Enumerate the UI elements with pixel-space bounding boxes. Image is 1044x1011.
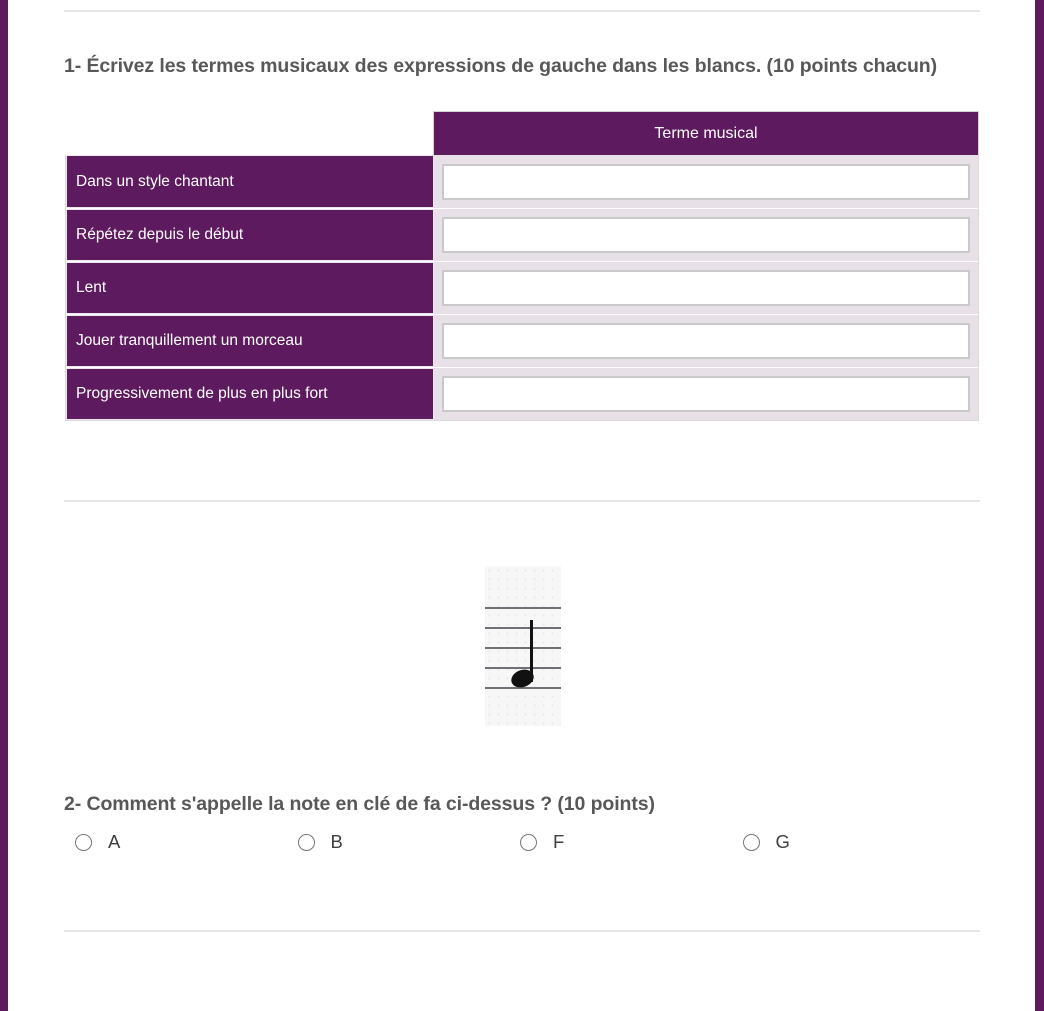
answer-input-5[interactable] xyxy=(442,376,970,412)
section-divider-middle xyxy=(64,500,980,502)
option-a[interactable] xyxy=(75,831,298,853)
answer-input-2[interactable] xyxy=(442,217,970,253)
matching-table-column-header: Terme musical xyxy=(433,111,979,155)
quiz-page xyxy=(9,0,1035,1011)
table-row xyxy=(66,314,978,367)
matching-answer-cell xyxy=(434,155,978,208)
radio-button-icon[interactable] xyxy=(298,834,315,851)
staff-line-5 xyxy=(485,687,561,689)
staff-line-2 xyxy=(485,627,561,629)
option-label: A xyxy=(108,831,121,852)
matching-answer-cell xyxy=(434,368,978,420)
matching-prompt-label: Lent xyxy=(66,262,434,314)
staff-background-texture xyxy=(485,566,561,726)
option-label: F xyxy=(553,831,565,852)
matching-table-header-row xyxy=(65,111,979,155)
option-g[interactable] xyxy=(743,831,966,853)
question-1-heading: 1- Écrivez les termes musicaux des expressions de gauche dans les blancs. (10 points chacun) xyxy=(64,55,937,77)
answer-input-4[interactable] xyxy=(442,323,970,359)
option-b[interactable] xyxy=(298,831,521,853)
radio-button-icon[interactable] xyxy=(75,834,92,851)
page-border-right xyxy=(1035,0,1044,1011)
question-2-options xyxy=(75,831,965,853)
answer-input-3[interactable] xyxy=(442,270,970,306)
matching-prompt-label: Répétez depuis le début xyxy=(66,209,434,261)
answer-input-1[interactable] xyxy=(442,164,970,200)
matching-table-body xyxy=(65,155,979,421)
table-row xyxy=(66,367,978,420)
matching-answer-cell xyxy=(434,262,978,314)
radio-button-icon[interactable] xyxy=(743,834,760,851)
matching-answer-cell xyxy=(434,315,978,367)
matching-table-header-spacer xyxy=(65,111,433,155)
section-divider-bottom xyxy=(64,930,980,932)
option-f[interactable] xyxy=(520,831,743,853)
matching-prompt-label: Progressivement de plus en plus fort xyxy=(66,368,434,420)
music-staff-image xyxy=(485,566,561,726)
staff-line-1 xyxy=(485,607,561,609)
question-2-heading: 2- Comment s'appelle la note en clé de fa ci-dessus ? (10 points) xyxy=(64,793,655,815)
section-divider-top xyxy=(64,10,980,12)
matching-table xyxy=(65,111,979,421)
option-label: B xyxy=(330,831,343,852)
matching-prompt-label: Jouer tranquillement un morceau xyxy=(66,315,434,367)
option-label: G xyxy=(775,831,790,852)
matching-prompt-label: Dans un style chantant xyxy=(66,155,434,208)
staff-line-3 xyxy=(485,647,561,649)
radio-button-icon[interactable] xyxy=(520,834,537,851)
table-row xyxy=(66,208,978,261)
page-border-left xyxy=(0,0,8,1011)
table-row xyxy=(66,261,978,314)
matching-answer-cell xyxy=(434,209,978,261)
table-row xyxy=(66,155,978,208)
